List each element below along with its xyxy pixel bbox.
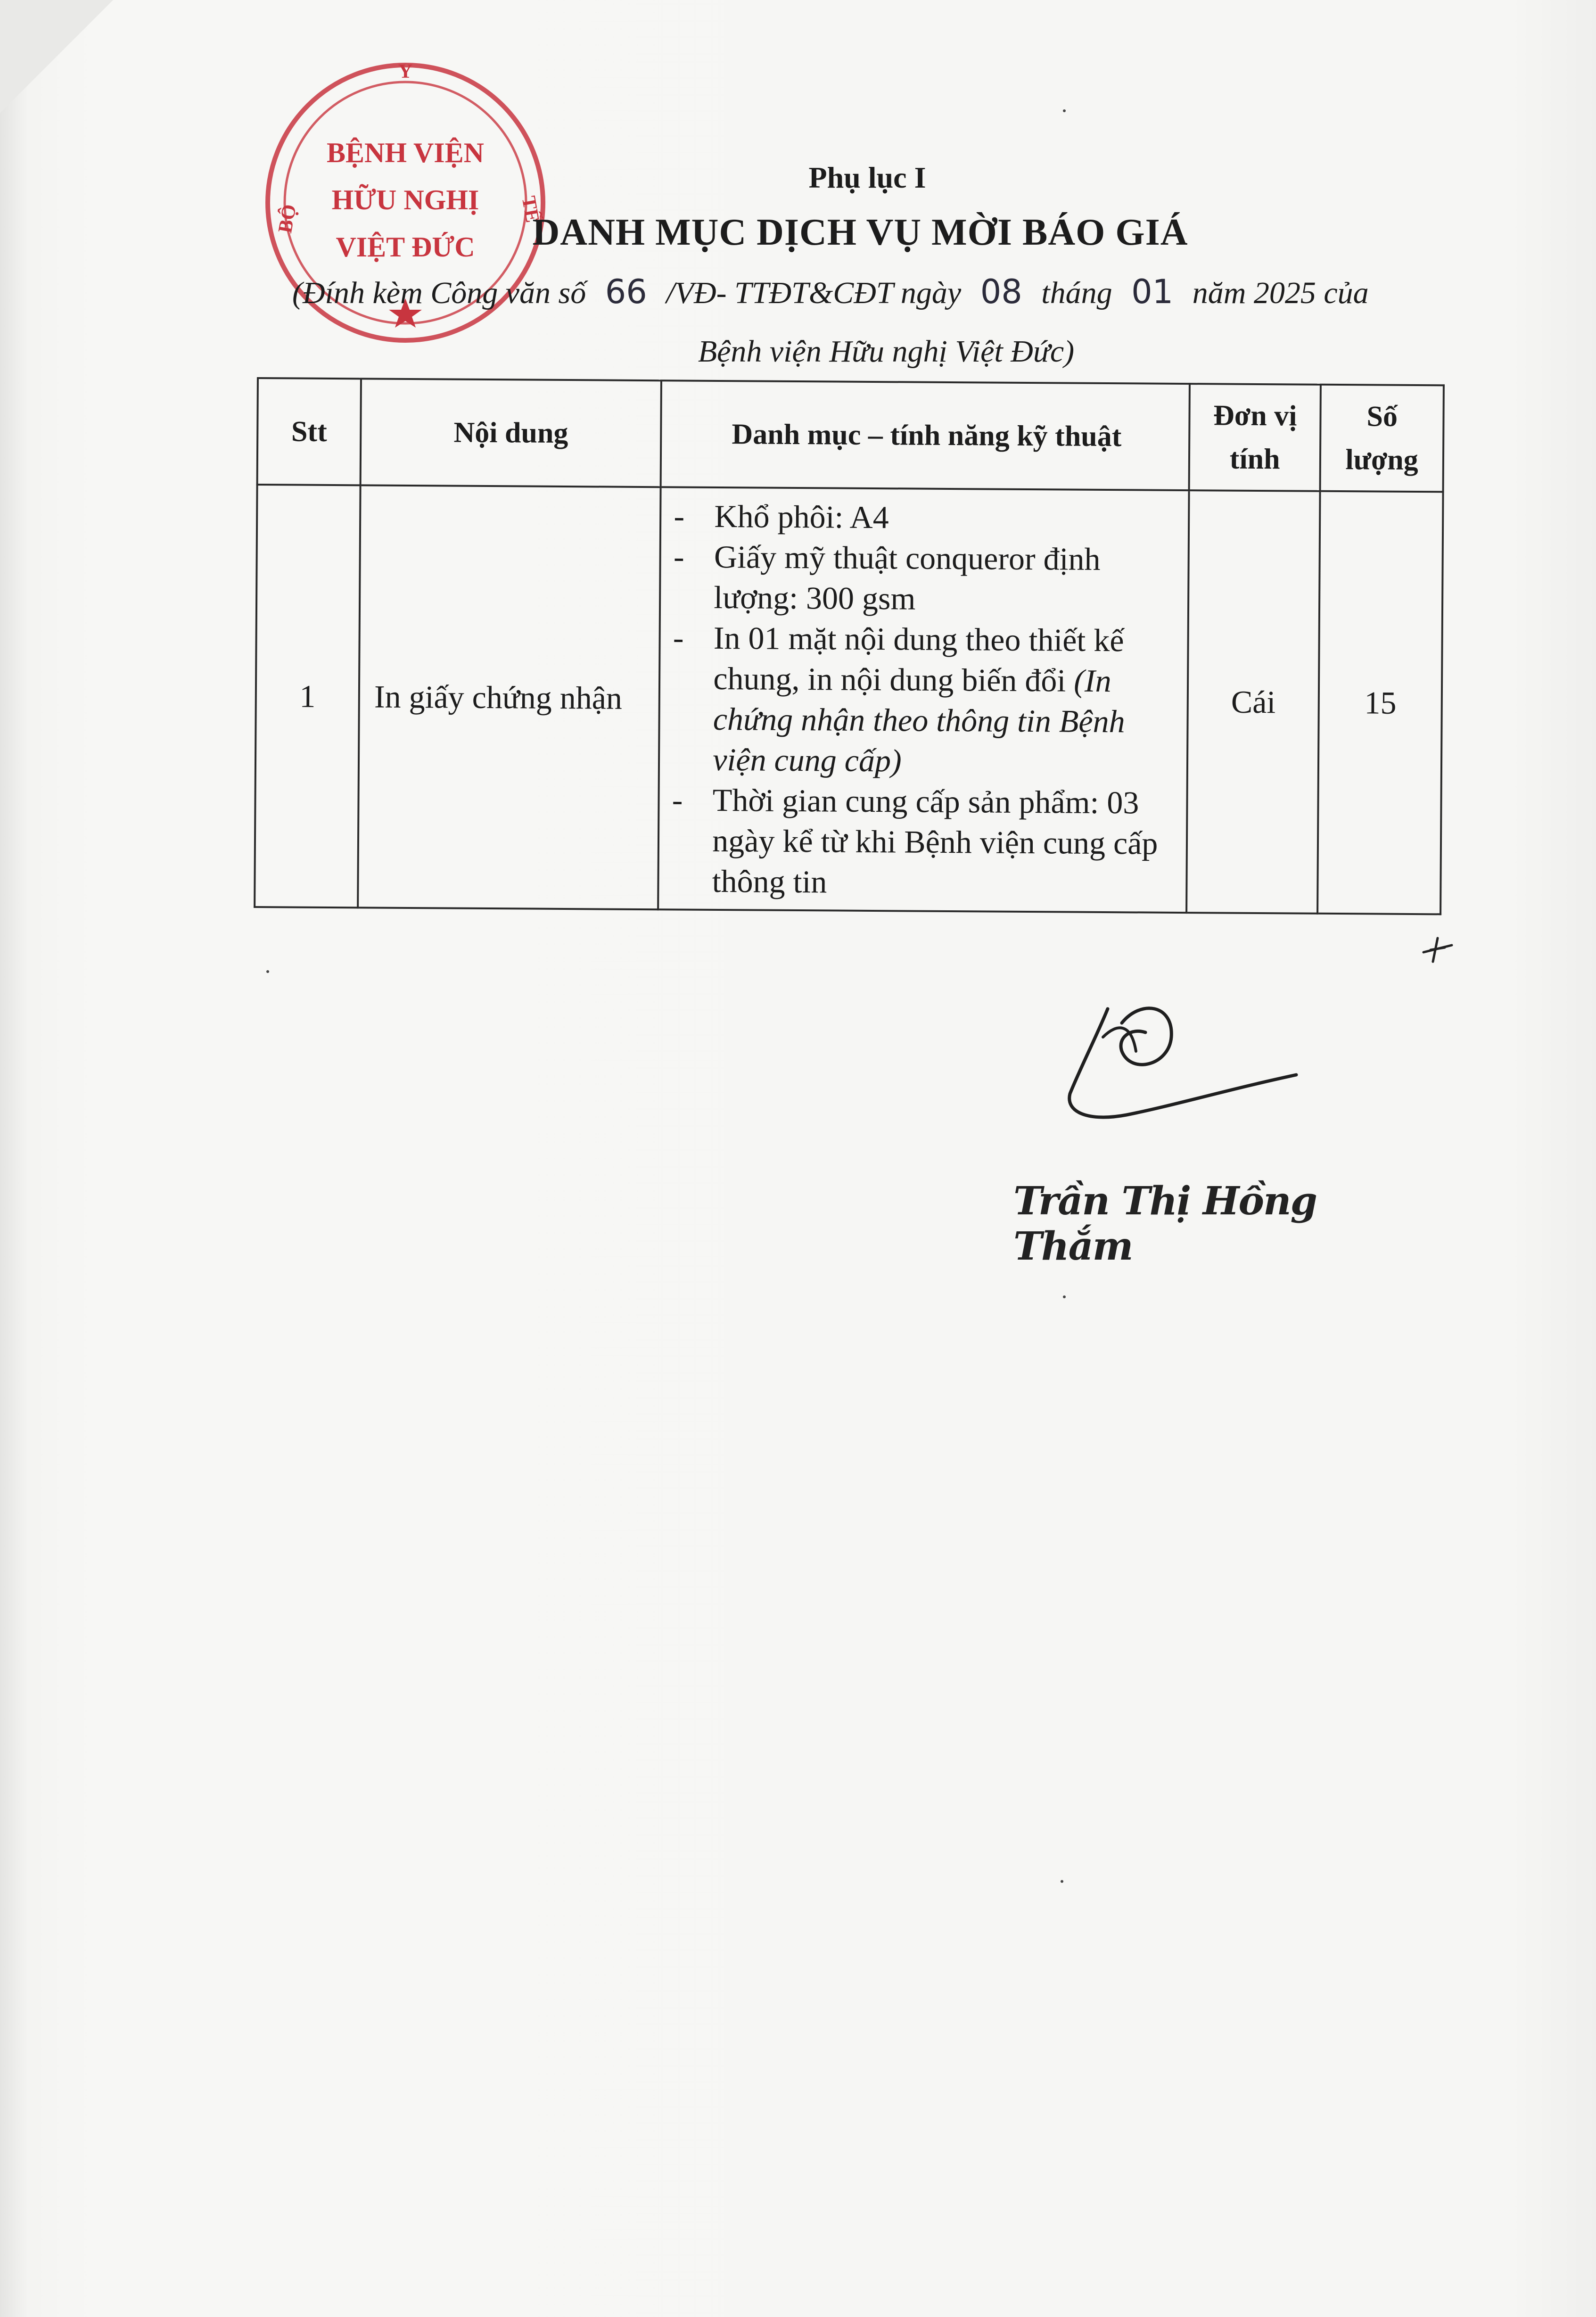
stamp-line-3: VIỆT ĐỨC [336, 231, 475, 263]
signer-name: Trần Thị Hồng Thắm [1013, 1179, 1317, 1269]
stamp-top-letter: Y [398, 61, 413, 82]
service-table [254, 377, 1445, 915]
doc-number-handwritten: 66 [605, 272, 647, 311]
spec-text: Thời gian cung cấp sản phẩm: 03 ngày kể từ khi Bệnh viện cung cấp thông tin [712, 782, 1158, 900]
spec-italic-note: (In chứng nhận theo thông tin Bệnh viện cung cấp) [713, 662, 1125, 779]
header-qty-line2: lượng [1345, 444, 1418, 477]
cell-content: In giấy chứng nhận [358, 485, 661, 909]
scan-dot [266, 970, 269, 973]
header-stt: Stt [257, 378, 361, 485]
day-handwritten: 08 [980, 272, 1022, 311]
table-header-row [257, 378, 1444, 492]
header-qty [1320, 385, 1444, 492]
attach-mid: /VĐ- TTĐT&CĐT ngày [666, 276, 962, 310]
spec-item: - Giấy mỹ thuật conqueror định lượng: 300 gsm [673, 538, 1101, 617]
spec-item: - Khổ phôi: A4 [674, 498, 889, 536]
attach-prefix: (Đính kèm Công văn số [292, 276, 586, 310]
spec-text: Khổ phôi: A4 [714, 498, 889, 536]
cell-qty: 15 [1317, 491, 1443, 915]
header-unit [1189, 384, 1321, 491]
cell-unit: Cái [1186, 490, 1320, 914]
header-unit-line2: tính [1229, 443, 1280, 476]
month-label: tháng [1041, 276, 1112, 310]
header-tech: Danh mục – tính năng kỹ thuật [661, 380, 1190, 490]
spec-item: - Thời gian cung cấp sản phẩm: 03 ngày kể từ khi Bệnh viện cung cấp thông tin [672, 782, 1158, 900]
stamp-right-letter: TẾ [517, 194, 543, 224]
stamp-left-letter: BỘ [274, 203, 301, 235]
scan-dot [1061, 1880, 1063, 1883]
year-part: năm 2025 của [1192, 276, 1369, 310]
spec-item: - In 01 mặt nội dung theo thiết kế chung, in nội dung biến đổi (In chứng nhận theo thông tin Bệnh viện cung cấp) [673, 619, 1125, 779]
header-content: Nội dung [361, 379, 662, 487]
table-row [255, 485, 1443, 914]
cell-tech [658, 487, 1189, 913]
cell-stt: 1 [255, 485, 361, 907]
stamp-line-2: HỮU NGHỊ [331, 184, 479, 215]
spec-text: In 01 mặt nội dung theo thiết kế chung, in nội dung biến đổi [713, 619, 1124, 699]
stamp-line-1: BỆNH VIỆN [327, 137, 484, 168]
scan-dot [1063, 109, 1066, 112]
attachment-reference-line [292, 272, 1480, 311]
spec-text: Giấy mỹ thuật conqueror định lượng: 300 gsm [714, 538, 1101, 617]
spec-list [672, 495, 1179, 904]
scan-dot [1063, 1295, 1066, 1298]
annex-title: Phụ lục I [808, 161, 926, 194]
header-qty-line1: Số [1366, 400, 1398, 433]
attachment-reference-line-2: Bệnh viện Hữu nghị Việt Đức) [698, 334, 1075, 369]
pen-mark [1419, 933, 1456, 966]
handwritten-signature [1051, 995, 1306, 1136]
service-table-wrapper [254, 377, 1445, 915]
page-corner-fold [0, 0, 113, 113]
header-unit-line1: Đơn vị [1213, 399, 1297, 432]
document-title: DANH MỤC DỊCH VỤ MỜI BÁO GIÁ [532, 212, 1188, 253]
month-handwritten: 01 [1131, 272, 1174, 311]
